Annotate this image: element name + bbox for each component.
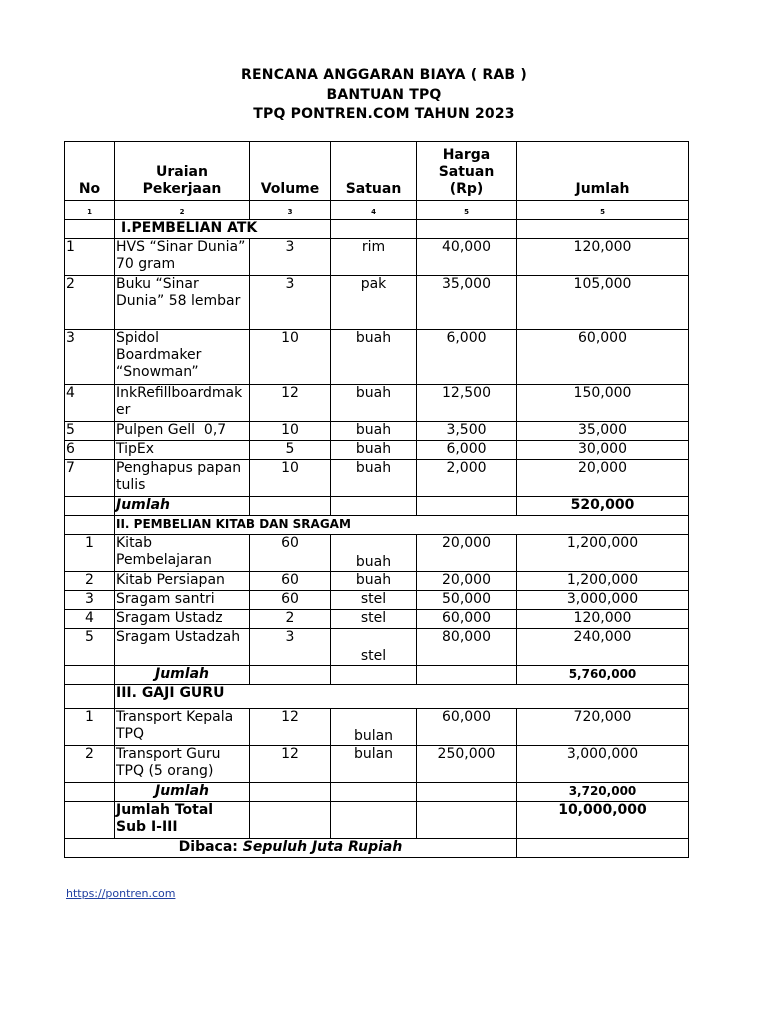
cell-harga: 50,000 <box>417 591 517 610</box>
table-row <box>65 709 689 746</box>
cell-jumlah: 20,000 <box>517 460 689 497</box>
column-number: 5 <box>417 201 517 220</box>
header-volume: Volume <box>250 142 331 201</box>
footer-link[interactable]: https://pontren.com <box>66 887 176 900</box>
cell-volume: 2 <box>250 610 331 629</box>
cell-jumlah: 150,000 <box>517 385 689 422</box>
cell-satuan: stel <box>331 610 417 629</box>
dibaca-label: Dibaca: <box>178 839 238 855</box>
header-no: No <box>65 142 115 201</box>
subtotal-row <box>65 497 689 516</box>
column-number: 3 <box>250 201 331 220</box>
cell-satuan: stel <box>331 591 417 610</box>
section-header-row <box>65 516 689 535</box>
cell-satuan: bulan <box>331 746 417 783</box>
cell-no: 5 <box>65 629 115 666</box>
cell-uraian: Penghapus papan tulis <box>115 460 250 497</box>
section-header-row <box>65 685 689 709</box>
header-harga-line1: Harga Satuan <box>438 147 495 180</box>
table-row <box>65 330 689 385</box>
cell-volume: 12 <box>250 385 331 422</box>
cell-satuan: rim <box>331 239 417 276</box>
subtotal-row <box>65 783 689 802</box>
cell-volume: 3 <box>250 239 331 276</box>
cell-harga: 6,000 <box>417 330 517 385</box>
cell-no: 4 <box>65 385 115 422</box>
cell-uraian: InkRefillboardmaker <box>115 385 250 422</box>
header-harga-line2: (Rp) <box>449 181 484 197</box>
table-row <box>65 535 689 572</box>
cell-no: 5 <box>65 422 115 441</box>
subtotal-label: Jumlah <box>115 666 250 685</box>
section-title: III. GAJI GURU <box>115 685 689 709</box>
subtotal-value: 520,000 <box>517 497 689 516</box>
cell-uraian: HVS “Sinar Dunia” 70 gram <box>115 239 250 276</box>
cell-harga: 35,000 <box>417 276 517 330</box>
cell-no: 7 <box>65 460 115 497</box>
cell-satuan: buah <box>331 460 417 497</box>
cell-satuan: buah <box>331 535 417 572</box>
title-line-1: RENCANA ANGGARAN BIAYA ( RAB ) <box>241 67 527 83</box>
cell-uraian: Transport Kepala TPQ <box>115 709 250 746</box>
cell-volume: 60 <box>250 572 331 591</box>
cell-jumlah: 1,200,000 <box>517 572 689 591</box>
cell-volume: 12 <box>250 709 331 746</box>
cell-harga: 2,000 <box>417 460 517 497</box>
cell-harga: 3,500 <box>417 422 517 441</box>
table-row <box>65 572 689 591</box>
cell-uraian: Spidol Boardmaker “Snowman” <box>115 330 250 385</box>
cell-no: 2 <box>65 572 115 591</box>
cell-uraian: Kitab Persiapan <box>115 572 250 591</box>
cell-uraian: Kitab Pembelajaran <box>115 535 250 572</box>
table-row <box>65 385 689 422</box>
cell-volume: 60 <box>250 535 331 572</box>
dibaca-value: Sepuluh Juta Rupiah <box>242 839 403 855</box>
cell-volume: 10 <box>250 460 331 497</box>
grand-total-label: Jumlah Total Sub I-III <box>115 802 250 839</box>
title-line-2: BANTUAN TPQ <box>326 86 442 103</box>
cell-satuan: bulan <box>331 709 417 746</box>
cell-harga: 6,000 <box>417 441 517 460</box>
cell-no: 3 <box>65 330 115 385</box>
cell-harga: 12,500 <box>417 385 517 422</box>
cell-harga: 40,000 <box>417 239 517 276</box>
table-row <box>65 276 689 330</box>
cell-jumlah: 3,000,000 <box>517 746 689 783</box>
cell-harga: 60,000 <box>417 610 517 629</box>
header-satuan: Satuan <box>331 142 417 201</box>
cell-volume: 12 <box>250 746 331 783</box>
cell-jumlah: 35,000 <box>517 422 689 441</box>
cell-jumlah: 240,000 <box>517 629 689 666</box>
cell-no: 1 <box>65 239 115 276</box>
column-number: 1 <box>65 201 115 220</box>
subtotal-label: Jumlah <box>115 497 250 516</box>
table-row <box>65 422 689 441</box>
subtotal-value: 3,720,000 <box>517 783 689 802</box>
subtotal-row <box>65 666 689 685</box>
header-harga <box>417 142 517 201</box>
cell-no: 1 <box>65 709 115 746</box>
cell-uraian: Pulpen Gell 0,7 <box>115 422 250 441</box>
cell-uraian: Transport Guru TPQ (5 orang) <box>115 746 250 783</box>
grand-total-value: 10,000,000 <box>517 802 689 839</box>
cell-satuan: buah <box>331 572 417 591</box>
cell-uraian: Sragam santri <box>115 591 250 610</box>
cell-harga: 20,000 <box>417 535 517 572</box>
cell-volume: 5 <box>250 441 331 460</box>
cell-no: 6 <box>65 441 115 460</box>
header-jumlah: Jumlah <box>517 142 689 201</box>
cell-satuan: buah <box>331 385 417 422</box>
cell-jumlah: 60,000 <box>517 330 689 385</box>
dibaca-row <box>65 839 689 858</box>
table-row <box>65 610 689 629</box>
budget-table <box>64 141 689 858</box>
subtotal-label: Jumlah <box>115 783 250 802</box>
section-title: II. PEMBELIAN KITAB DAN SRAGAM <box>115 516 689 535</box>
cell-jumlah: 720,000 <box>517 709 689 746</box>
cell-jumlah: 120,000 <box>517 239 689 276</box>
cell-jumlah: 105,000 <box>517 276 689 330</box>
cell-no: 2 <box>65 276 115 330</box>
cell-jumlah: 1,200,000 <box>517 535 689 572</box>
amount-in-words <box>65 839 517 858</box>
table-row <box>65 441 689 460</box>
table-row <box>65 460 689 497</box>
table-row <box>65 629 689 666</box>
cell-volume: 3 <box>250 629 331 666</box>
title-line-3: TPQ PONTREN.COM TAHUN 2023 <box>253 106 515 122</box>
table-row <box>65 239 689 276</box>
cell-satuan: buah <box>331 422 417 441</box>
subtotal-value: 5,760,000 <box>517 666 689 685</box>
cell-harga: 20,000 <box>417 572 517 591</box>
column-number: 5 <box>517 201 689 220</box>
cell-satuan: pak <box>331 276 417 330</box>
cell-no: 3 <box>65 591 115 610</box>
table-row <box>65 746 689 783</box>
grand-total-row <box>65 802 689 839</box>
section-title: I.PEMBELIAN ATK <box>115 220 331 239</box>
column-number: 2 <box>115 201 250 220</box>
column-number: 4 <box>331 201 417 220</box>
cell-no: 4 <box>65 610 115 629</box>
cell-satuan: buah <box>331 441 417 460</box>
cell-jumlah: 3,000,000 <box>517 591 689 610</box>
cell-uraian: Sragam Ustadzah <box>115 629 250 666</box>
cell-no: 1 <box>65 535 115 572</box>
section-header-row <box>65 220 689 239</box>
header-row <box>65 142 689 201</box>
cell-volume: 3 <box>250 276 331 330</box>
column-number-row <box>65 201 689 220</box>
cell-harga: 250,000 <box>417 746 517 783</box>
cell-jumlah: 120,000 <box>517 610 689 629</box>
cell-jumlah: 30,000 <box>517 441 689 460</box>
table-row <box>65 591 689 610</box>
cell-satuan: buah <box>331 330 417 385</box>
cell-uraian: Sragam Ustadz <box>115 610 250 629</box>
cell-no: 2 <box>65 746 115 783</box>
cell-uraian: TipEx <box>115 441 250 460</box>
document-title <box>0 66 768 125</box>
cell-harga: 80,000 <box>417 629 517 666</box>
cell-volume: 10 <box>250 422 331 441</box>
cell-uraian: Buku “Sinar Dunia” 58 lembar <box>115 276 250 330</box>
cell-volume: 10 <box>250 330 331 385</box>
cell-satuan: stel <box>331 629 417 666</box>
header-uraian: Uraian Pekerjaan <box>115 142 250 201</box>
cell-harga: 60,000 <box>417 709 517 746</box>
cell-volume: 60 <box>250 591 331 610</box>
